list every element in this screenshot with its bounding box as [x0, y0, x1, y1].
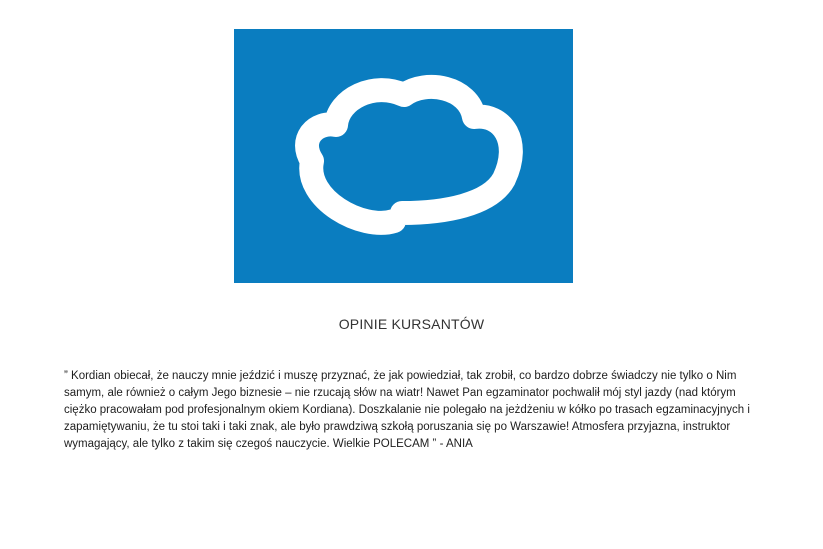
section-title: OPINIE KURSANTÓW	[338, 316, 485, 332]
testimonial-text: ” Kordian obiecał, że nauczy mnie jeździć i muszę przyznać, że jak powiedział, tak zrobił, co bardzo dobrze świadczy nie tylko o Nim samym, ale również o całym Jego biznesie – nie rzucają słów na wiatr! Nawet Pan egzaminator pochwalił mój styl jazdy (nad którym ciężko pracowałam pod profesjonalnym okiem Kordiana). Doszkalanie nie polegało na jeżdżeniu w kółko po trasach egzaminacyjnych i zapamiętywaniu, że tu stoi taki i taki znak, ale było prawdziwą szkołą poruszania się po Warszawie! Atmosfera przyjazna, instruktor wymagający, ale tylko z takim się czegoś nauczycie. Wielkie POLECAM ” - ANIA	[64, 370, 750, 450]
cloud-chat-icon	[234, 29, 573, 283]
logo-banner	[234, 29, 573, 283]
